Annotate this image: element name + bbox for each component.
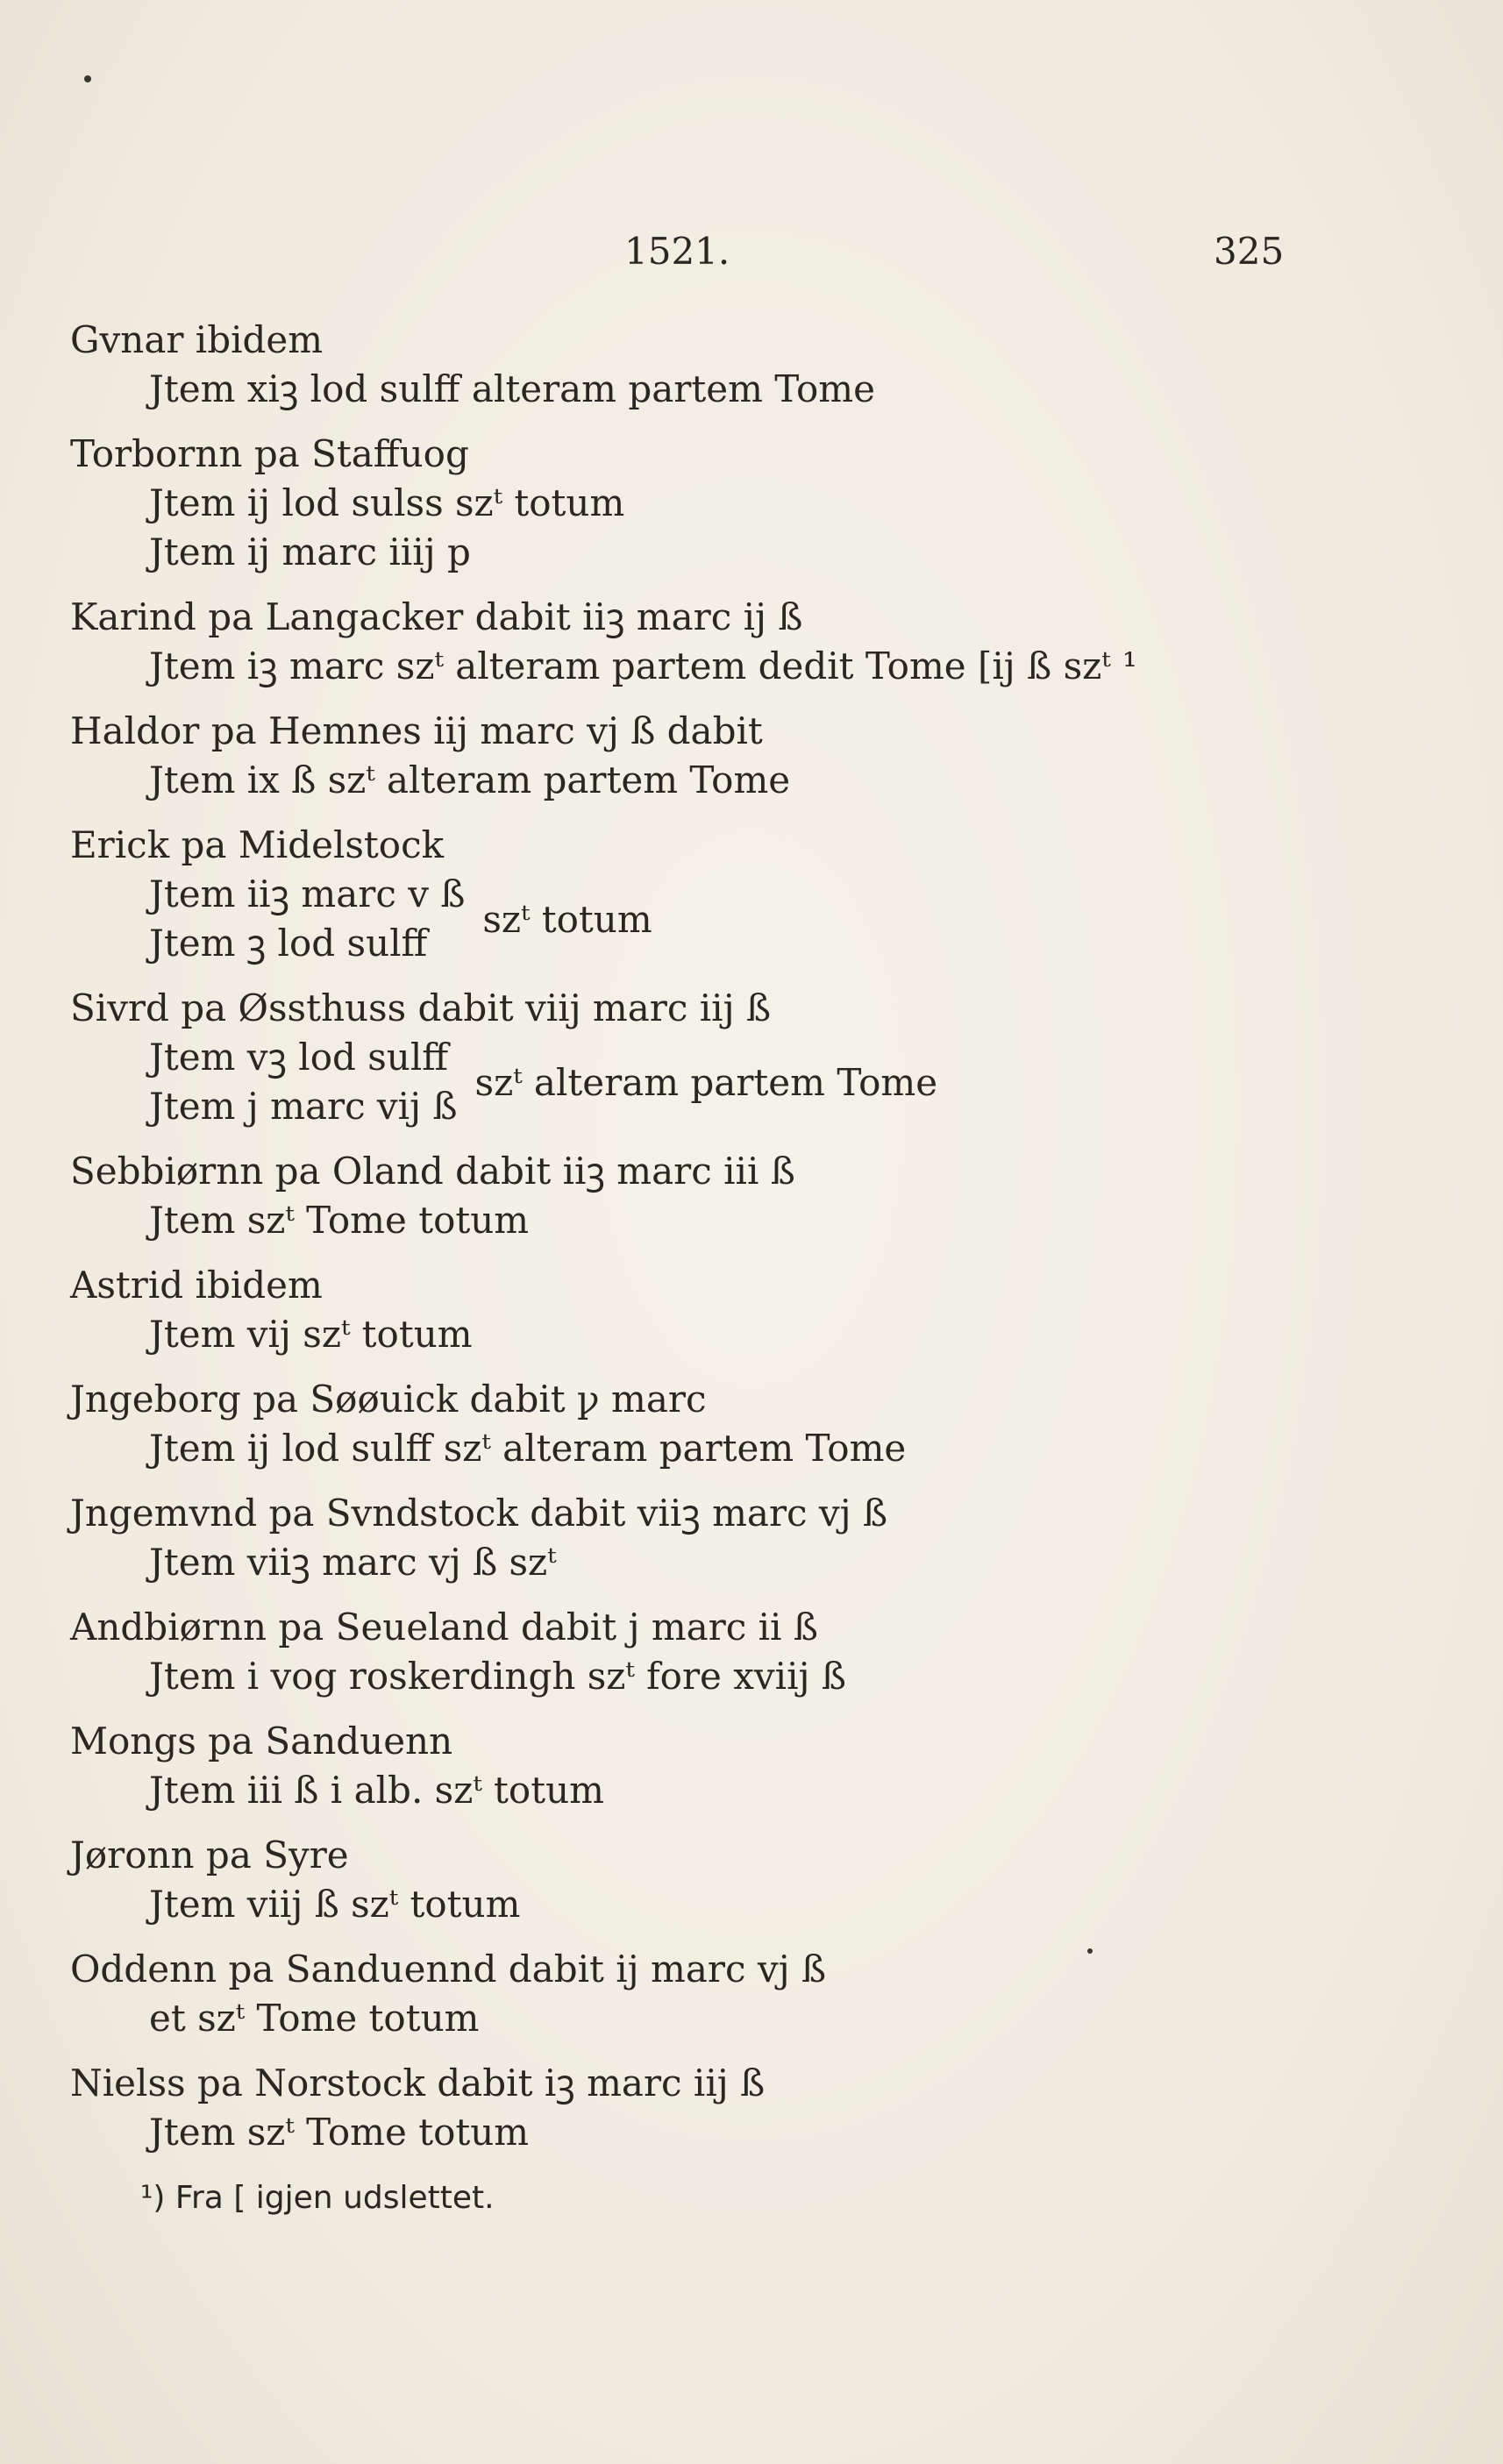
ledger-entry [70,593,1438,691]
page-number: 325 [1214,230,1285,273]
entry-line: Jtem j marc vij ß [149,1085,458,1128]
bracket-group [70,1033,1438,1131]
entry-name: Astrid ibidem [70,1264,323,1307]
ledger-entry [70,1261,1438,1359]
footnote: ¹) Fra [ igjen udslettet. [140,2180,495,2216]
entry-line: Jtem i vog roskerdingh szᵗ fore xviij ß [149,1655,846,1698]
entry-name: Mongs pa Sanduenn [70,1720,453,1763]
bracket-tail: szᵗ totum [482,897,652,941]
entry-line: Jtem viij ß szᵗ totum [149,1883,521,1926]
entry-line: Jtem szᵗ Tome totum [149,2111,530,2154]
entry-line: Jtem szᵗ Tome totum [149,1199,530,1242]
entry-name: Jøronn pa Syre [70,1834,349,1876]
ledger-entry [70,1717,1438,1815]
entry-name: Gvnar ibidem [70,318,324,361]
entry-line: Jtem ix ß szᵗ alteram partem Tome [149,758,791,801]
ledger-entry [70,1489,1438,1587]
ledger-entry [70,707,1438,805]
entry-line: Jtem iii ß i alb. szᵗ totum [149,1769,604,1812]
ledger-body [70,316,1438,2216]
entry-line: Jtem ꝫ lod sulff [149,922,428,965]
ledger-entry [70,821,1438,968]
entry-name: Oddenn pa Sanduennd dabit ij marc vj ß [70,1948,827,1990]
entry-line: Jtem ij lod sulss szᵗ totum [149,481,625,524]
ledger-entry [70,1603,1438,1701]
ledger-entry [70,430,1438,577]
bracket-tail: szᵗ alteram partem Tome [474,1060,938,1104]
bracket-group [70,870,1438,968]
page-year: 1521. [624,230,730,273]
entry-line: et szᵗ Tome totum [149,1997,480,2040]
entry-name: Andbiørnn pa Seueland dabit j marc ii ß [70,1606,818,1649]
ledger-entry [70,984,1438,1131]
ledger-entry [70,1831,1438,1929]
speck-mark [84,75,91,82]
ledger-entry [70,1147,1438,1245]
entry-line: Jtem ij marc iiij p [149,531,471,573]
entry-name: Torbornn pa Staffuog [70,432,469,475]
entry-line: Jtem ij lod sulff szᵗ alteram partem Tome [149,1427,907,1470]
entry-line: Jtem vij szᵗ totum [149,1313,473,1356]
entry-line: Jtem iiꝫ marc v ß [149,872,466,915]
entry-name: Haldor pa Hemnes iij marc vj ß dabit [70,709,763,752]
entry-name: Erick pa Midelstock [70,823,445,866]
entry-name: Jngeborg pa Søøuick dabit ꝩ marc [70,1378,707,1421]
ledger-entry [70,1945,1438,2043]
ledger-entry [70,316,1438,414]
entry-name: Sebbiørnn pa Oland dabit iiꝫ marc iii ß [70,1150,795,1193]
entry-line: Jtem vꝫ lod sulff [149,1036,449,1079]
ledger-entry [70,1375,1438,1473]
entry-line: Jtem viiꝫ marc vj ß szᵗ [149,1541,557,1584]
entry-name: Sivrd pa Øssthuss dabit viij marc iij ß [70,986,772,1029]
entry-name: Karind pa Langacker dabit iiꝫ marc ij ß [70,595,803,638]
ledger-entry [70,2059,1438,2157]
entry-line: Jtem iꝫ marc szᵗ alteram partem dedit Tome [ij ß szᵗ ¹ [149,644,1137,687]
entry-name: Nielss pa Norstock dabit iꝫ marc iij ß [70,2062,766,2104]
entry-name: Jngemvnd pa Svndstock dabit viiꝫ marc vj ß [70,1492,888,1535]
entry-line: Jtem xiꝫ lod sulff alteram partem Tome [149,367,875,410]
